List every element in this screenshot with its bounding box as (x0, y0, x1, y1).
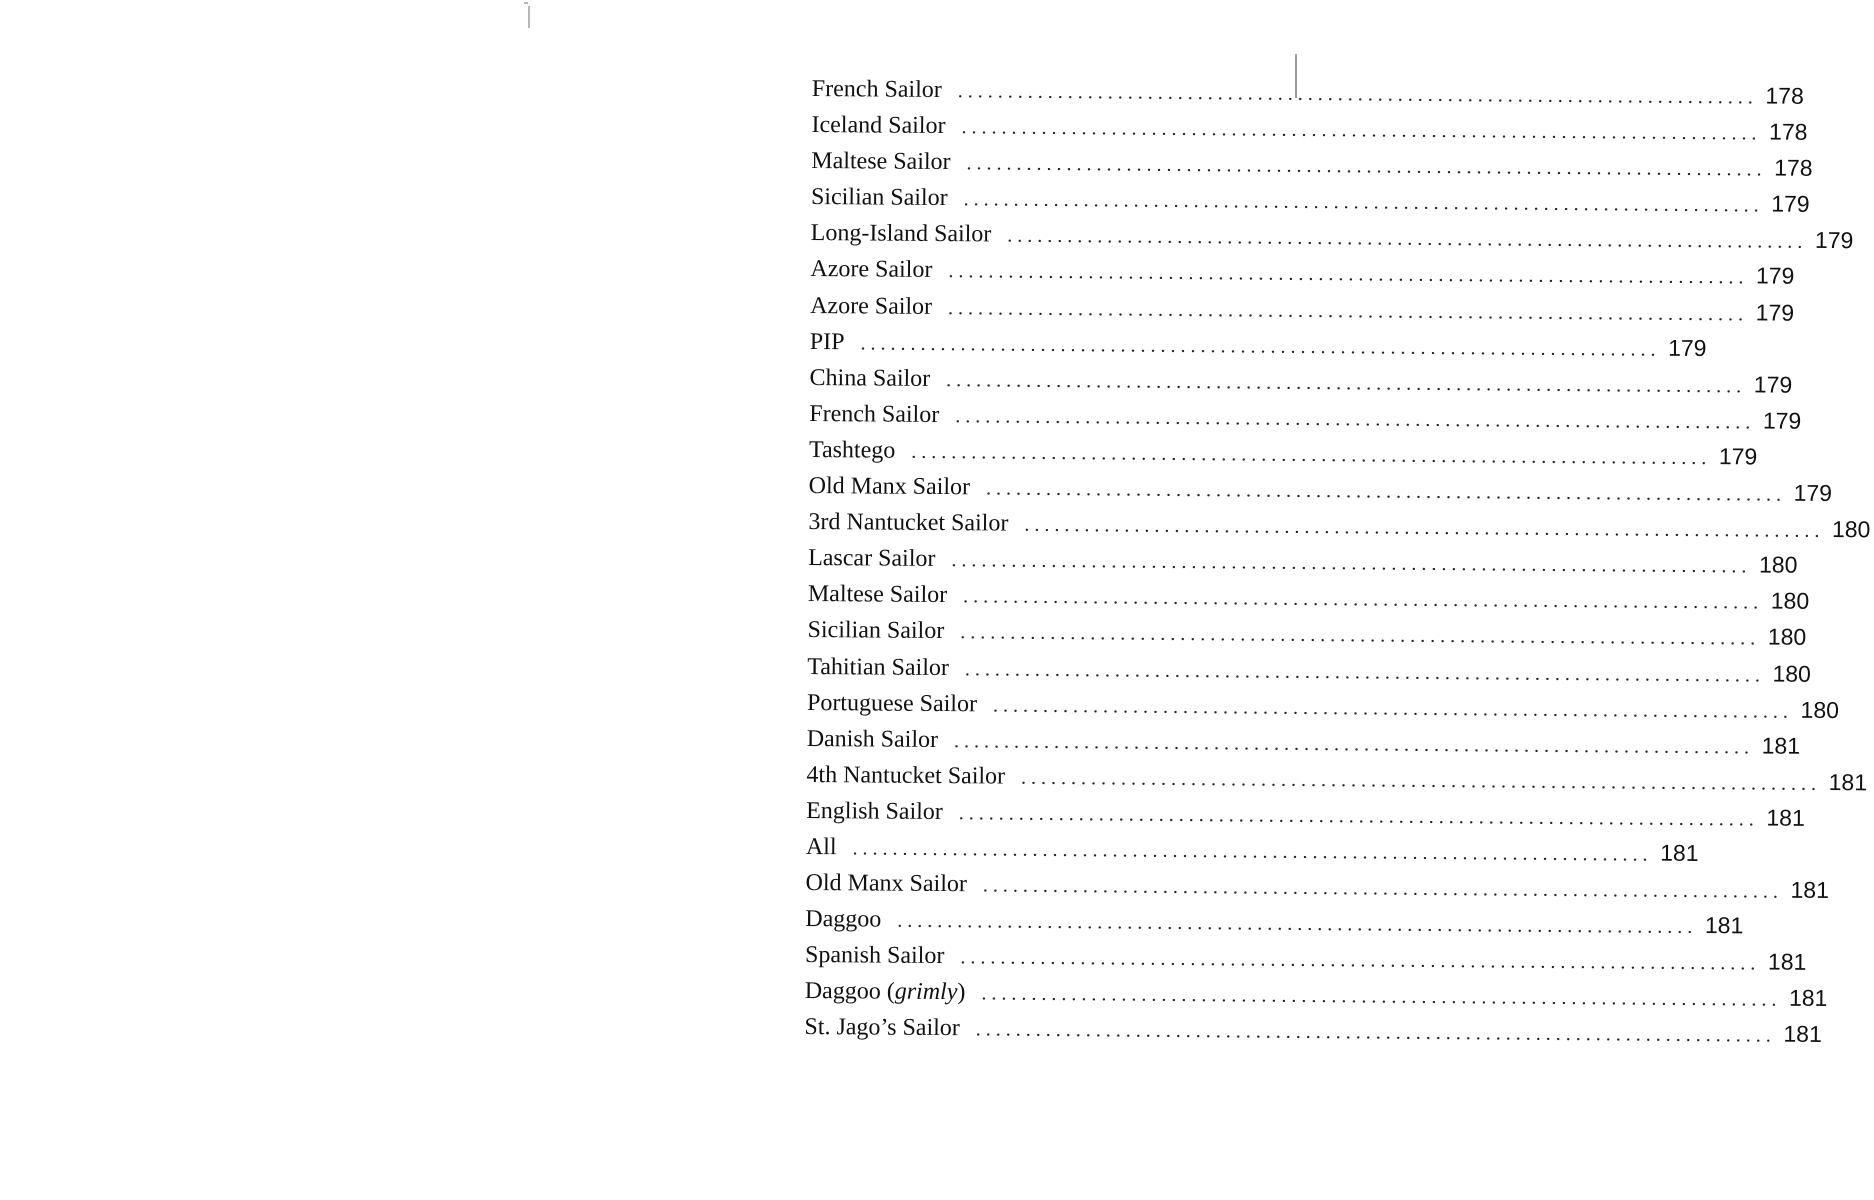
dot-leader: ................................................................................ (963, 188, 1764, 217)
dot-leader: ................................................................................ (981, 982, 1782, 1011)
toc-entry-name (812, 71, 958, 108)
toc-entry-page-number: 179 (1755, 262, 1795, 290)
toc-entry-name (809, 468, 987, 505)
dot-leader: ................................................................................ (911, 440, 1712, 470)
toc-entry-name: Daggoo (grimly) (804, 978, 966, 1006)
toc-entry (806, 720, 1801, 759)
scan-mark (528, 6, 530, 28)
toc-entry (804, 1008, 1822, 1048)
toc-entry (806, 756, 1868, 796)
toc-entry (805, 864, 1830, 904)
toc-entry-page-number: 180 (1770, 587, 1810, 615)
dot-leader: ................................................................................ (953, 729, 1755, 759)
toc-entry (806, 792, 1805, 831)
toc-entry (805, 900, 1744, 939)
toc-entry-page-number: 181 (1788, 985, 1828, 1012)
toc-entry-name-text: Portuguese Sailor (806, 689, 978, 717)
toc-entry-page-number: 181 (1828, 768, 1868, 796)
toc-entry-page-number: 179 (1762, 407, 1802, 434)
dot-leader: ................................................................................ (985, 477, 1787, 506)
toc-entry-name (808, 576, 964, 613)
toc-entry-page-number: 180 (1831, 516, 1871, 543)
toc-entry-name-text: Iceland Sailor (811, 112, 946, 140)
toc-entry (807, 611, 1807, 651)
toc-entry-page-number: 178 (1774, 154, 1813, 182)
toc-entry-page-number: 178 (1765, 82, 1804, 109)
dot-leader: ................................................................................ (948, 296, 1749, 325)
toc-entry (804, 972, 1828, 1012)
toc-entry-page-number: 179 (1755, 298, 1795, 326)
scan-mark (524, 2, 528, 4)
toc-entry-name (810, 324, 861, 360)
toc-entry-name-text: Sicilian Sailor (810, 184, 948, 212)
toc-entry-name (806, 757, 1021, 795)
dot-leader: ................................................................................ (961, 116, 1762, 145)
toc-entry-name-text: French Sailor (811, 75, 942, 104)
toc-entry-name-text: 4th Nantucket Sailor (806, 761, 1006, 790)
dot-leader: ................................................................................ (897, 909, 1698, 939)
toc-entry-name-text: Tashtego (808, 436, 896, 464)
toc-entry-name (806, 829, 853, 865)
toc-entry-name-text: English Sailor (806, 797, 943, 825)
toc-entry-name (809, 432, 912, 469)
dot-leader: ................................................................................ (860, 332, 1661, 361)
toc-entry (811, 70, 1804, 109)
dot-leader: ................................................................................ (992, 694, 1794, 723)
dot-leader: ................................................................................ (963, 585, 1764, 614)
toc-entry (807, 575, 1810, 615)
toc-entry-page-number: 181 (1660, 839, 1699, 866)
toc-entry-name-text: Old Manx Sailor (805, 870, 968, 898)
toc-entry-name-text: French Sailor (809, 400, 940, 428)
toc-entry (809, 323, 1707, 362)
toc-entry-page-number: 179 (1718, 443, 1758, 470)
toc-entry-name-text: Daggoo (804, 978, 881, 1005)
toc-entry-page-number: 180 (1772, 660, 1812, 687)
toc-entry-page-number: 179 (1814, 227, 1854, 254)
toc-entry (806, 684, 1840, 723)
toc-entry-name (811, 179, 964, 216)
toc-entry-name-text: PIP (809, 328, 845, 355)
toc-entry (808, 539, 1798, 578)
toc-entry-page-number: 181 (1766, 804, 1805, 831)
dot-leader: ................................................................................ (951, 549, 1752, 578)
toc-entry-name (807, 721, 955, 758)
toc-entry-name-text: Old Manx Sailor (808, 473, 971, 501)
toc-entry (807, 647, 1812, 687)
toc-entry-name-text: Long-Island Sailor (810, 220, 992, 248)
toc-entry (809, 359, 1793, 398)
toc-entry-name-text: Maltese Sailor (811, 148, 951, 176)
toc-entry-name-text: St. Jago’s Sailor (804, 1014, 960, 1042)
toc-entry-name (809, 360, 946, 397)
dot-leader: ................................................................................ (955, 404, 1756, 434)
toc-entry-name-text: All (805, 833, 837, 861)
toc-entry-name-text: Daggoo (805, 906, 882, 933)
toc-entry-name (806, 793, 959, 830)
toc-entry (808, 503, 1871, 543)
toc-entry-name-text: Tahitian Sailor (807, 653, 950, 681)
toc-entry-page-number: 178 (1769, 118, 1808, 145)
toc-entry (810, 214, 1854, 254)
dot-leader: ................................................................................ (1020, 766, 1822, 795)
toc-entry (804, 936, 1807, 976)
toc-entry-name-text: 3rd Nantucket Sailor (808, 509, 1009, 537)
toc-entry-name (810, 251, 948, 288)
toc-entry-name (808, 504, 1024, 542)
dot-leader: ................................................................................ (964, 657, 1765, 687)
toc-entry-page-number: 181 (1761, 732, 1801, 759)
toc-entry-page-number: 180 (1767, 623, 1807, 651)
toc-entry-page-number: 179 (1771, 190, 1810, 218)
toc-entry-name (811, 107, 961, 144)
toc-entry-page-number: 179 (1668, 334, 1707, 361)
toc-entry-name-text: Danish Sailor (806, 725, 939, 753)
dot-leader: ................................................................................ (948, 260, 1749, 289)
toc-entry-name (809, 396, 955, 433)
toc-entry-name-text: Spanish Sailor (804, 942, 945, 970)
toc-entry-name-text: Azore Sailor (810, 292, 933, 320)
toc-entry (810, 250, 1795, 290)
toc-entry-page-number: 179 (1793, 479, 1833, 507)
toc-entry-page-number: 181 (1783, 1021, 1822, 1048)
toc-entry-page-number: 181 (1790, 876, 1830, 904)
toc-entry-stage-direction: grimly (894, 979, 958, 1006)
toc-entry (805, 828, 1699, 867)
toc-entry-name-text: China Sailor (809, 364, 931, 392)
toc-entry (808, 431, 1758, 470)
toc-entry (809, 395, 1802, 434)
dot-leader: ................................................................................ (1024, 513, 1825, 543)
toc-entry-name (811, 143, 967, 180)
toc-entry-name-text: Azore Sailor (810, 256, 933, 284)
toc-entry (810, 178, 1810, 218)
toc-entry-name (805, 865, 983, 902)
toc-entry (811, 142, 1813, 182)
toc-entry-page-number: 181 (1767, 948, 1807, 976)
table-of-contents (804, 70, 1871, 1048)
toc-entry-name-text: Maltese Sailor (807, 581, 948, 609)
dot-leader: ................................................................................ (958, 802, 1759, 831)
toc-entry-name (811, 215, 1008, 253)
dot-leader: ................................................................................ (960, 621, 1761, 650)
dot-leader: ................................................................................ (960, 946, 1761, 975)
toc-entry-name-text: Sicilian Sailor (807, 617, 945, 645)
toc-entry-name (810, 288, 948, 325)
toc-entry-name (807, 612, 960, 649)
toc-entry-page-number: 180 (1758, 551, 1798, 578)
toc-entry-name (805, 901, 897, 938)
dot-leader: ................................................................................ (946, 368, 1747, 398)
dot-leader: ................................................................................ (975, 1018, 1776, 1048)
dot-leader: ................................................................................ (982, 874, 1783, 903)
toc-entry-page-number: 180 (1800, 696, 1840, 723)
toc-entry-name (807, 685, 993, 723)
dot-leader: ................................................................................ (1007, 224, 1808, 254)
toc-entry (811, 106, 1808, 145)
toc-entry-name (808, 540, 952, 577)
toc-entry-name (804, 1009, 976, 1046)
toc-entry-page-number: 181 (1704, 912, 1744, 939)
dot-leader: ................................................................................ (852, 837, 1653, 866)
toc-entry-name-text: Lascar Sailor (808, 545, 936, 573)
toc-entry (808, 467, 1833, 507)
toc-entry-name (805, 937, 961, 974)
toc-entry-name (807, 648, 965, 685)
toc-entry-page-number: 179 (1753, 371, 1793, 398)
dot-leader: ................................................................................ (966, 152, 1767, 181)
toc-entry (810, 287, 1795, 326)
dot-leader: ................................................................................ (957, 80, 1758, 109)
